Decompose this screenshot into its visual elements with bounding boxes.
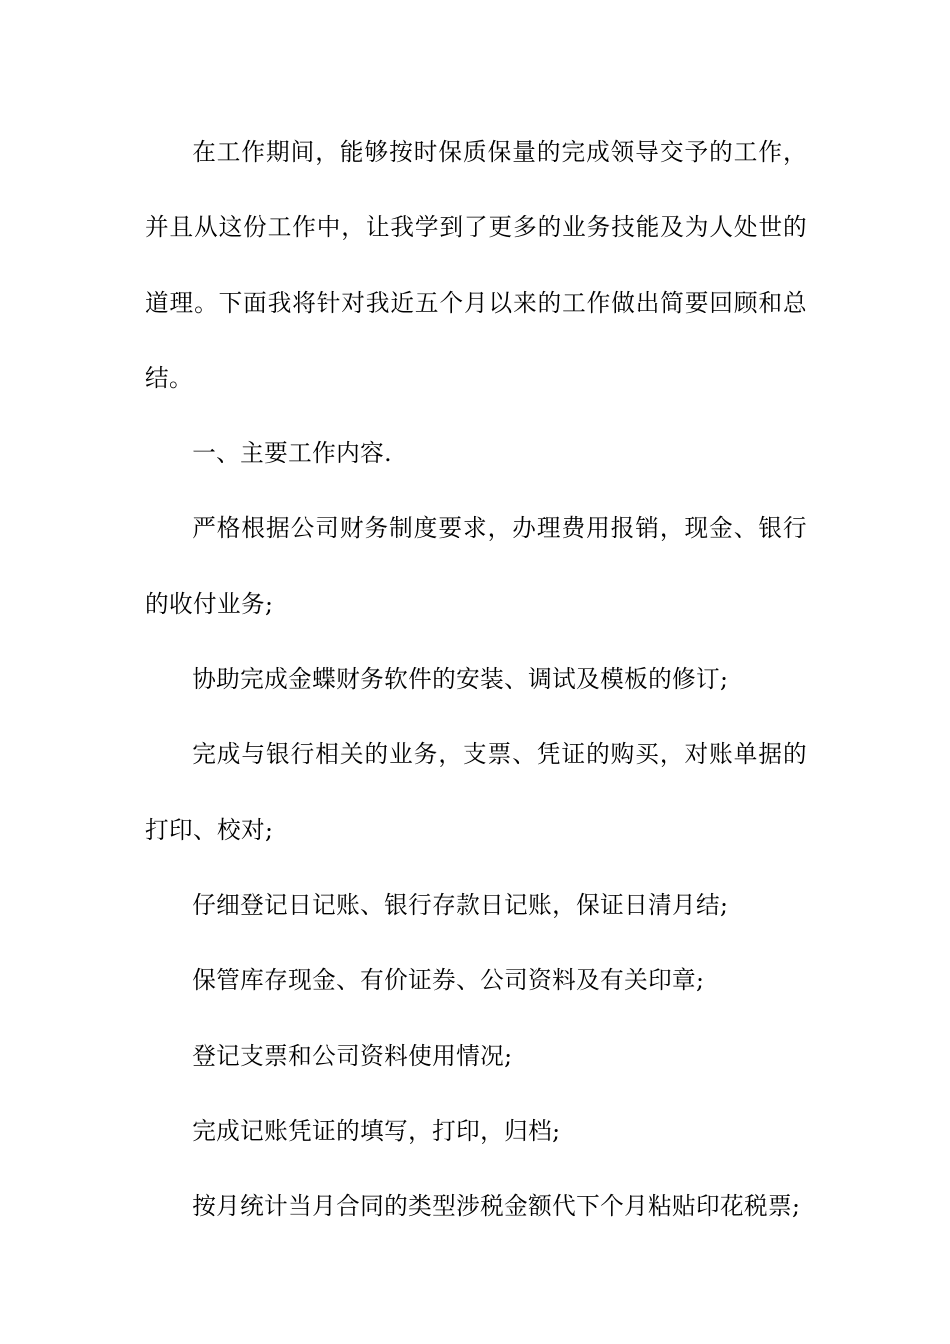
paragraph-bank-business: 完成与银行相关的业务，支票、凭证的购买，对账单据的打印、校对; bbox=[145, 740, 807, 844]
paragraph-cheque-register: 登记支票和公司资料使用情况; bbox=[192, 1041, 513, 1070]
paragraph-expense-reimbursement: 严格根据公司财务制度要求，办理费用报销，现金、银行的收付业务; bbox=[145, 514, 807, 618]
paragraph-cash-custody: 保管库存现金、有价证券、公司资料及有关印章; bbox=[192, 966, 705, 995]
paragraph-kingdee-software: 协助完成金蝶财务软件的安装、调试及模板的修订; bbox=[192, 665, 729, 694]
paragraph-voucher-filing: 完成记账凭证的填写，打印，归档; bbox=[192, 1116, 561, 1145]
paragraph-intro: 在工作期间，能够按时保质保量的完成领导交予的工作，并且从这份工作中，让我学到了更多的业务技能及为人处世的道理。下面我将针对我近五个月以来的工作做出简要回顾和总结。 bbox=[145, 138, 807, 392]
section-heading-main-work: 一、主要工作内容. bbox=[192, 439, 393, 468]
document-page bbox=[145, 0, 807, 1344]
paragraph-journal-ledger: 仔细登记日记账、银行存款日记账，保证日清月结; bbox=[192, 890, 729, 919]
paragraph-stamp-tax: 按月统计当月合同的类型涉税金额代下个月粘贴印花税票; bbox=[192, 1192, 801, 1221]
